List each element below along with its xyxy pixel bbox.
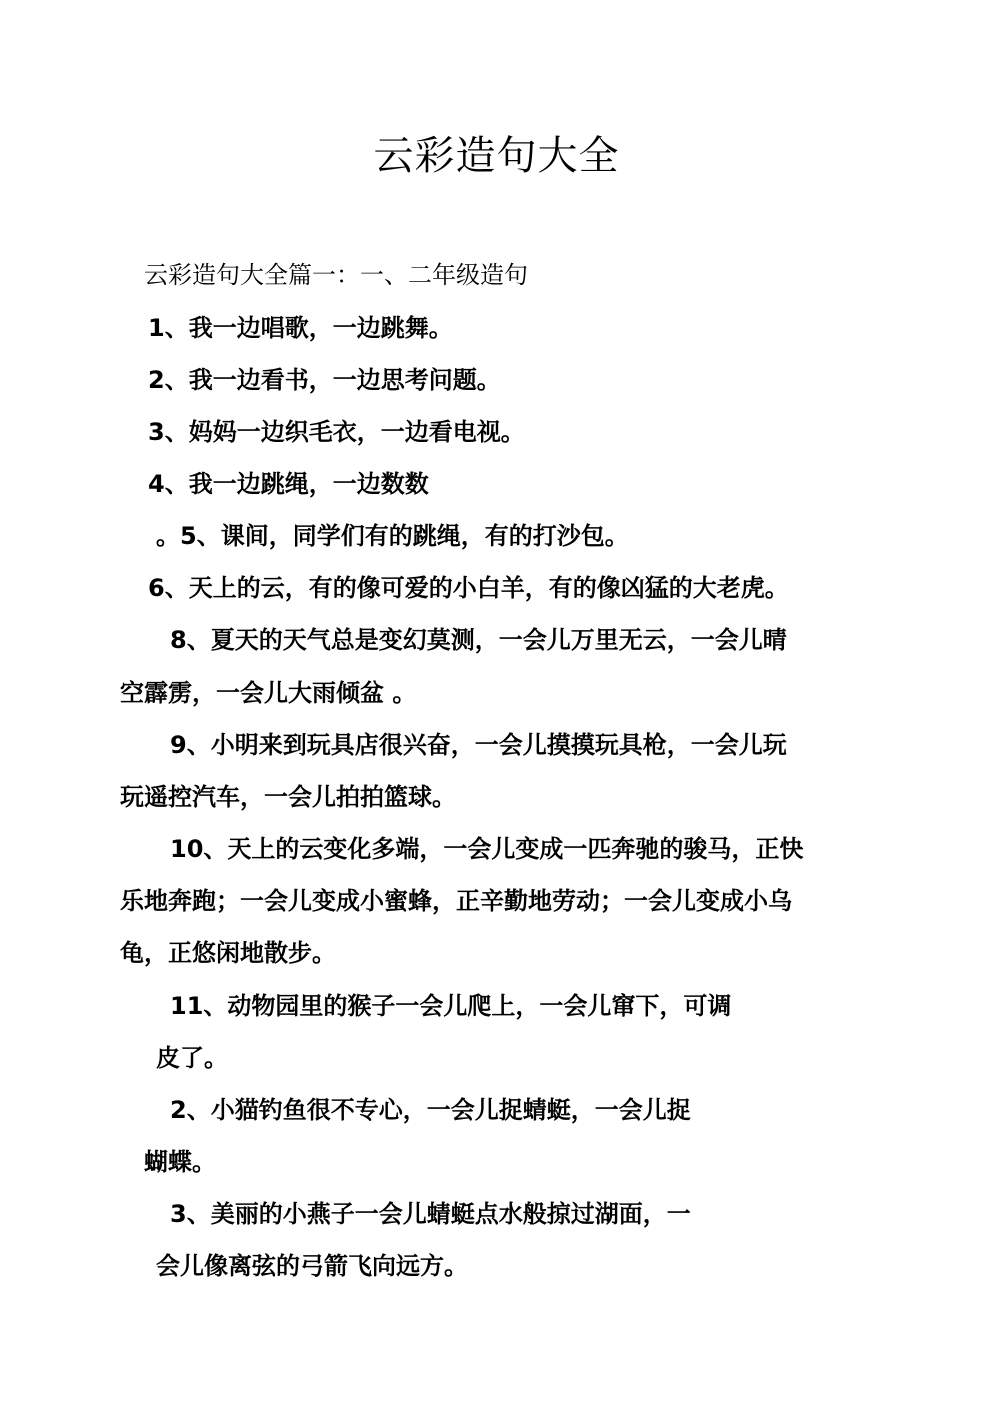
sentence-line: 2、小猫钓鱼很不专心，一会儿捉蜻蜓，一会儿捉 — [170, 1096, 691, 1124]
sentence-line: 蝴蝶。 — [144, 1148, 216, 1176]
sentence-line: 11、动物园里的猴子一会儿爬上，一会儿窜下，可调 — [170, 992, 732, 1020]
sentence-line: 皮了。 — [156, 1044, 228, 1072]
sentence-line: 3、美丽的小燕子一会儿蜻蜓点水般掠过湖面，一 — [170, 1200, 691, 1228]
sentence-line: 6、天上的云，有的像可爱的小白羊，有的像凶猛的大老虎。 — [148, 574, 789, 602]
sentence-line: 3、妈妈一边织毛衣，一边看电视。 — [148, 418, 525, 446]
sentence-line: 空霹雳，一会儿大雨倾盆 。 — [120, 679, 417, 707]
sentence-line: 10、天上的云变化多端，一会儿变成一匹奔驰的骏马，正快 — [170, 835, 804, 863]
sentence-line: 4、我一边跳绳，一边数数 — [148, 470, 429, 498]
sentence-line: 2、我一边看书，一边思考问题。 — [148, 366, 501, 394]
sentence-line: 乐地奔跑；一会儿变成小蜜蜂，正辛勤地劳动；一会儿变成小乌 — [120, 887, 792, 915]
sentence-line: 会儿像离弦的弓箭飞向远方。 — [156, 1252, 468, 1280]
sentence-line: 玩遥控汽车，一会儿拍拍篮球。 — [120, 783, 456, 811]
sentence-line: 9、小明来到玩具店很兴奋，一会儿摸摸玩具枪，一会儿玩 — [170, 731, 787, 759]
document-title: 云彩造句大全 — [373, 133, 620, 179]
sentence-line: 龟，正悠闲地散步。 — [120, 939, 336, 967]
sentence-line: 1、我一边唱歌，一边跳舞。 — [148, 314, 453, 342]
sentence-line: 。5、课间，同学们有的跳绳，有的打沙包。 — [156, 522, 629, 550]
sentence-line: 8、夏天的天气总是变幻莫测，一会儿万里无云，一会儿晴 — [170, 626, 787, 654]
document-subtitle: 云彩造句大全篇一：一、二年级造句 — [144, 261, 528, 289]
